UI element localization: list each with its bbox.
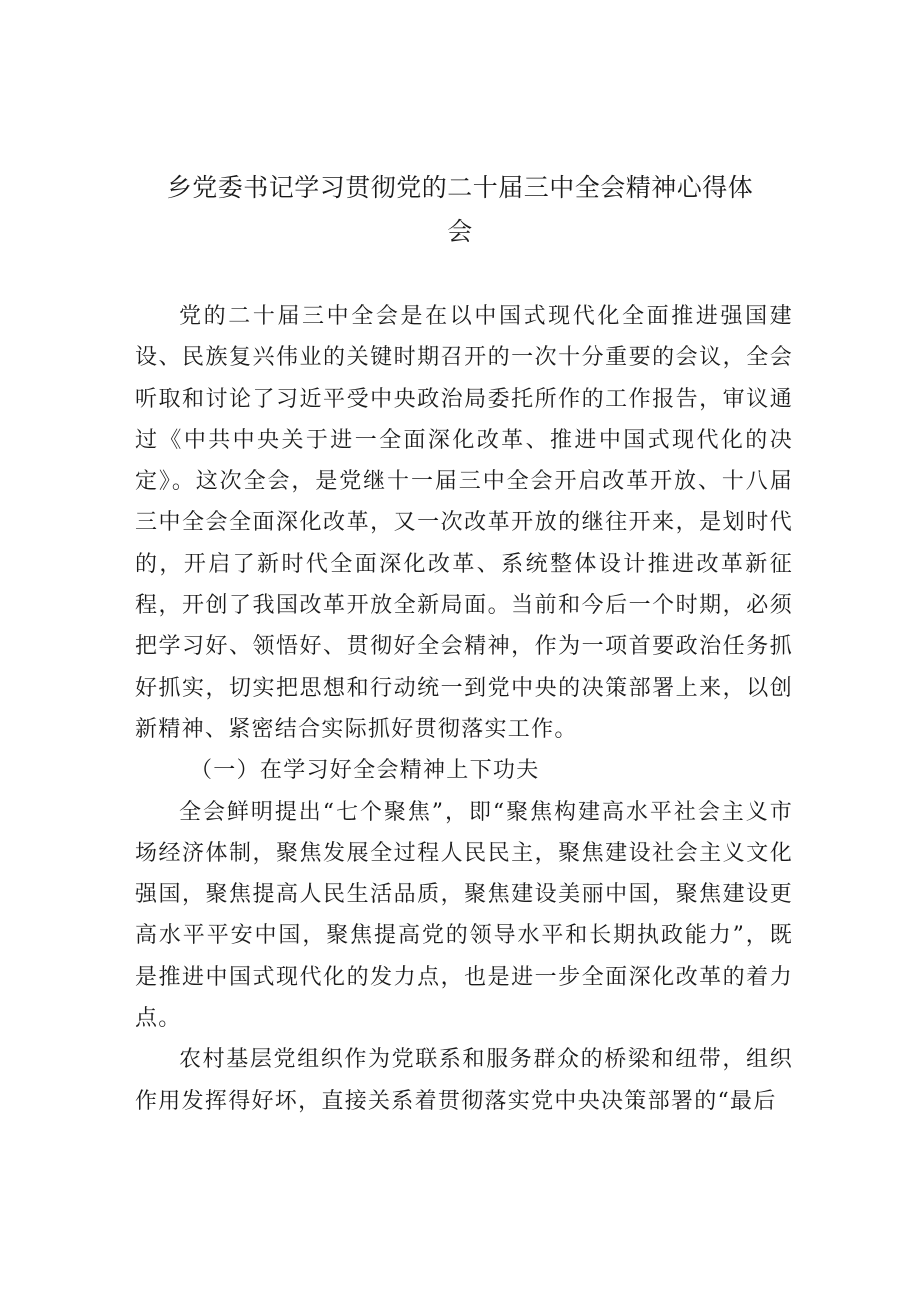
document-title-line-1: 乡党委书记学习贯彻党的二十届三中全会精神心得体 (166, 173, 754, 202)
document-title (140, 166, 780, 254)
body-paragraph-intro: 党的二十届三中全会是在以中国式现代化全面推进强国建设、民族复兴伟业的关键时期召开的一次十分重要的会议，全会听取和讨论了习近平受中央政治局委托所作的工作报告，审议通过《中共中央关于进一全面深化改革、推进中国式现代化的决定》。这次全会，是党继十一届三中全会开启改革开放、十八届三中全会全面深化改革，又一次改革开放的继往开来，是划时代的，开启了新时代全面深化改革、系统整体设计推进改革新征程，开创了我国改革开放全新局面。当前和今后一个时期，必须把学习好、领悟好、贯彻好全会精神，作为一项首要政治任务抓好抓实，切实把思想和行动统一到党中央的决策部署上来，以创新精神、紧密结合实际抓好贯彻落实工作。 (135, 304, 793, 742)
body-paragraph-seven-focuses: 全会鲜明提出“七个聚焦”，即“聚焦构建高水平社会主义市场经济体制，聚焦发展全过程人民民主，聚焦建设社会主义文化强国，聚焦提高人民生活品质，聚焦建设美丽中国，聚焦建设更高水平平安中国，聚焦提高党的领导水平和长期执政能力”，既是推进中国式现代化的发力点，也是进一步全面深化改革的着力点。 (135, 799, 793, 1032)
document-title-line-2: 会 (447, 217, 473, 246)
body-paragraph-rural-party-org: 农村基层党组织作为党联系和服务群众的桥梁和纽带，组织作用发挥得好坏，直接关系着贯彻落实党中央决策部署的“最后 (135, 1047, 793, 1114)
section-heading-1: （一）在学习好全会精神上下功夫 (190, 758, 540, 784)
document-body (135, 296, 793, 1122)
